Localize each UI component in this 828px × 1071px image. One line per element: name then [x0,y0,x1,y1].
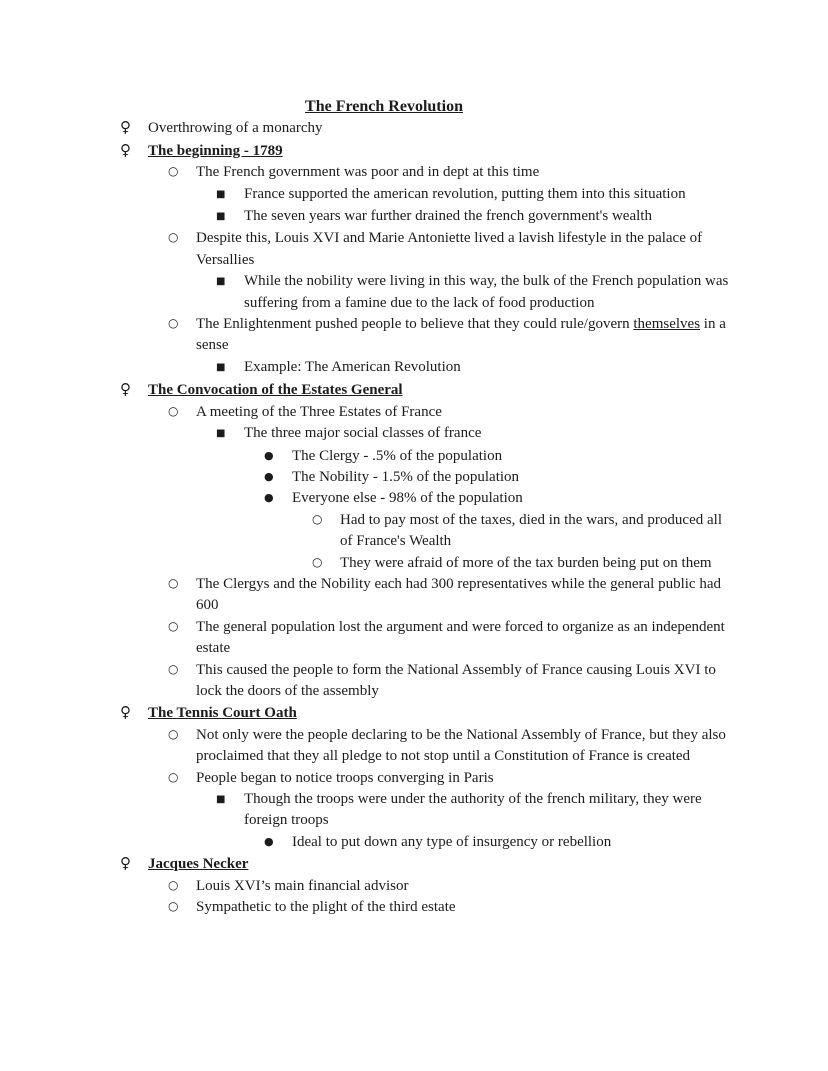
hollow-circle-bullet-icon: ○ [168,164,179,179]
outline-item-text [244,357,732,378]
text-segment: The beginning - 1789 [148,142,283,159]
outline-item-row [168,768,732,789]
outline-item-text [196,402,732,423]
filled-square-bullet-icon: ■ [216,428,226,440]
female-sign-bullet-icon: ♀ [120,118,131,137]
outline-item-text [292,488,732,509]
outline-item-text [196,897,732,918]
outline-heading-row [120,140,732,162]
text-segment: The Nobility - 1.5% of the population [292,468,520,485]
hollow-circle-bullet-icon: ○ [168,726,179,741]
outline-item-text [196,314,732,357]
outline-item-row [264,832,732,853]
hollow-circle-bullet-icon: ○ [168,769,179,784]
outline-item-row [264,446,732,467]
text-segment: The general population lost the argument and were forced to organize as an independent estate [196,618,725,657]
section-heading-text [148,380,732,401]
outline-item-row [168,228,732,271]
text-segment: The Clergys and the Nobility each had 300 representatives while the general public had 600 [196,575,721,614]
hollow-circle-bullet-icon: ○ [168,618,179,633]
hollow-circle-bullet-icon: ○ [168,316,179,331]
outline-item-text [148,118,732,139]
text-segment: Overthrowing of a monarchy [148,120,323,137]
text-segment: The three major social classes of france [244,425,482,442]
outline-item-text [244,184,732,205]
text-segment: Though the troops were under the authority of the french military, they were foreign troops [244,791,702,829]
female-sign-bullet-icon: ♀ [120,140,131,159]
outline-item-row [168,660,732,703]
outline-item-text [196,574,732,617]
outline-item-text [244,206,732,227]
outline-item-row [168,617,732,660]
outline-item-row [216,423,732,445]
text-segment: Louis XVI’s main financial advisor [196,877,409,894]
outline-item-text [196,162,732,183]
hollow-circle-bullet-icon: ○ [168,877,179,892]
filled-square-bullet-icon: ■ [216,361,226,373]
outline-item-row [216,184,732,206]
outline-item-text [196,768,732,789]
outline-item-row [168,725,732,768]
text-segment: in a sense [196,316,726,354]
text-segment: Not only were the people declaring to be the National Assembly of France, but they also proclaimed that they all pledge to not stop until a Constitution of France is created [196,726,726,765]
section-heading-text [148,703,732,724]
outline-item-text [244,271,732,314]
text-segment: The Enlightenment pushed people to believe that they could rule/govern [196,316,634,333]
outline-heading-row [120,853,732,875]
outline-item-row [216,271,732,314]
filled-circle-bullet-icon: ● [264,469,274,483]
outline-item-text [292,832,732,853]
text-segment: The Tennis Court Oath [148,705,297,722]
text-segment: The Clergy - .5% of the population [292,447,503,464]
hollow-circle-bullet-icon: ○ [168,230,179,245]
outline-item-row [168,876,732,897]
filled-square-bullet-icon: ■ [216,276,226,288]
outline-item-text [244,423,732,444]
section-heading-text [148,854,732,875]
outline-item-text [196,617,732,660]
underlined-text-segment: themselves [633,316,701,333]
text-segment: Everyone else - 98% of the population [292,490,523,507]
text-segment: People began to notice troops converging in Paris [196,769,494,786]
text-segment: This caused the people to form the National Assembly of France causing Louis XVI to lock the doors of the assembly [196,661,716,699]
text-segment: Sympathetic to the plight of the third estate [196,899,456,916]
hollow-circle-bullet-icon: ○ [168,575,179,590]
outline-item-text [340,553,732,574]
outline-item-row [312,510,732,553]
outline-item-text [292,467,732,488]
text-segment: While the nobility were living in this way, the bulk of the French population was suffering from a famine due to the lack of food production [244,273,729,311]
hollow-circle-bullet-icon: ○ [168,899,179,914]
outline-item-row [264,467,732,488]
text-segment: Had to pay most of the taxes, died in the wars, and produced all of France's Wealth [340,511,722,550]
outline-item-text [196,228,732,271]
section-heading-text [148,141,732,162]
outline-item-row [168,314,732,357]
text-segment: Ideal to put down any type of insurgency or rebellion [292,833,612,850]
outline-item-text [196,876,732,897]
outline-item-text [196,725,732,768]
female-sign-bullet-icon: ♀ [120,380,131,399]
outline-item-row [168,574,732,617]
text-segment: Example: The American Revolution [244,358,461,375]
text-segment: Jacques Necker [148,856,249,873]
text-segment: The Convocation of the Estates General [148,382,403,399]
outline-item-row [312,553,732,574]
outline-item-row [264,488,732,509]
hollow-circle-bullet-icon: ○ [312,554,323,569]
filled-circle-bullet-icon: ● [264,491,274,505]
female-sign-bullet-icon: ♀ [120,703,131,722]
outline-item-text [340,510,732,553]
hollow-circle-bullet-icon: ○ [168,403,179,418]
outline-item-row [216,357,732,379]
female-sign-bullet-icon: ♀ [120,854,131,873]
document-title: The French Revolution [305,98,463,115]
text-segment: France supported the american revolution, putting them into this situation [244,185,686,202]
outline-heading-row [120,379,732,401]
outline-item-text [196,660,732,703]
filled-square-bullet-icon: ■ [216,211,226,223]
outline-item-row [120,117,732,139]
hollow-circle-bullet-icon: ○ [312,511,323,526]
text-segment: The French government was poor and in dept at this time [196,164,540,181]
outline-item-row [168,897,732,918]
outline-item-row [216,789,732,832]
hollow-circle-bullet-icon: ○ [168,661,179,676]
outline-item-row [216,206,732,228]
text-segment: Despite this, Louis XVI and Marie Antoniette lived a lavish lifestyle in the palace of Versallies [196,230,703,268]
outline-heading-row [120,702,732,724]
text-segment: They were afraid of more of the tax burden being put on them [340,554,712,571]
outline-item-row [168,162,732,183]
outline-item-row [168,402,732,423]
text-segment: The seven years war further drained the french government's wealth [244,208,652,225]
filled-circle-bullet-icon: ● [264,448,274,462]
outline-item-text [244,789,732,832]
filled-square-bullet-icon: ■ [216,794,226,805]
outline-item-text [292,446,732,467]
outline-list [96,117,732,918]
text-segment: A meeting of the Three Estates of France [196,403,442,420]
document-content [96,96,732,918]
filled-square-bullet-icon: ■ [216,188,226,200]
filled-circle-bullet-icon: ● [264,834,274,848]
